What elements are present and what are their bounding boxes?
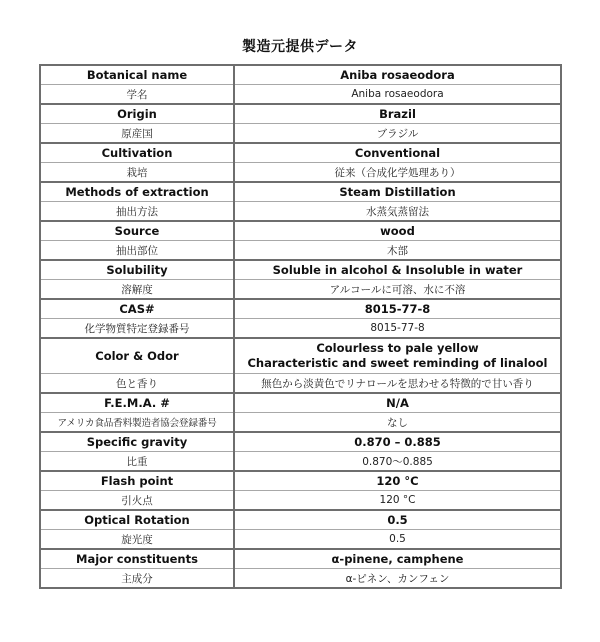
table-row <box>40 104 561 124</box>
page-title: 製造元提供データ <box>242 39 358 55</box>
table-row <box>40 221 561 241</box>
table-row <box>40 338 561 374</box>
color-odor-value-ja: 無色から淡黄色でリナロールを思わせる特徴的で甘い香り <box>234 374 561 394</box>
cas-number-value: 8015-77-8 <box>234 299 561 319</box>
origin-label: Origin <box>40 104 234 124</box>
fema-number-label-ja: アメリカ食品香料製造者協会登録番号 <box>40 413 234 433</box>
origin-value: Brazil <box>234 104 561 124</box>
cultivation-value: Conventional <box>234 143 561 163</box>
major-constituents-value-ja: α-ピネン、カンフェン <box>234 569 561 589</box>
extraction-method-value-ja: 水蒸気蒸留法 <box>234 202 561 222</box>
table-row <box>40 549 561 569</box>
optical-rotation-value: 0.5 <box>234 510 561 530</box>
cultivation-label: Cultivation <box>40 143 234 163</box>
table-row <box>40 182 561 202</box>
table-row <box>40 510 561 530</box>
table-row <box>40 530 561 550</box>
extraction-method-label: Methods of extraction <box>40 182 234 202</box>
table-row <box>40 241 561 261</box>
optical-rotation-value-ja: 0.5 <box>234 530 561 550</box>
table-row <box>40 260 561 280</box>
color-odor-value <box>234 338 561 374</box>
solubility-value-ja: アルコールに可溶、水に不溶 <box>234 280 561 300</box>
optical-rotation-label-ja: 旋光度 <box>40 530 234 550</box>
table-row <box>40 452 561 472</box>
major-constituents-value: α-pinene, camphene <box>234 549 561 569</box>
specification-table <box>39 64 562 589</box>
table-row <box>40 299 561 319</box>
color-odor-value-line: Colourless to pale yellow <box>316 341 479 355</box>
table-row <box>40 491 561 511</box>
botanical-name-label: Botanical name <box>40 65 234 85</box>
table-row <box>40 374 561 394</box>
color-odor-value-line: Characteristic and sweet reminding of linalool <box>247 356 548 370</box>
specific-gravity-value-ja: 0.870～0.885 <box>234 452 561 472</box>
cas-number-label: CAS# <box>40 299 234 319</box>
origin-value-ja: ブラジル <box>234 124 561 144</box>
extraction-method-label-ja: 抽出方法 <box>40 202 234 222</box>
flash-point-value: 120 °C <box>234 471 561 491</box>
botanical-name-label-ja: 学名 <box>40 85 234 105</box>
flash-point-label-ja: 引火点 <box>40 491 234 511</box>
major-constituents-label-ja: 主成分 <box>40 569 234 589</box>
cas-number-label-ja: 化学物質特定登録番号 <box>40 319 234 339</box>
table-row <box>40 471 561 491</box>
specific-gravity-label: Specific gravity <box>40 432 234 452</box>
botanical-name-value: Aniba rosaeodora <box>234 65 561 85</box>
color-odor-label-ja: 色と香り <box>40 374 234 394</box>
solubility-value: Soluble in alcohol & Insoluble in water <box>234 260 561 280</box>
table-row <box>40 202 561 222</box>
table-row <box>40 413 561 433</box>
solubility-label: Solubility <box>40 260 234 280</box>
table-row <box>40 319 561 339</box>
origin-label-ja: 原産国 <box>40 124 234 144</box>
flash-point-label: Flash point <box>40 471 234 491</box>
specific-gravity-label-ja: 比重 <box>40 452 234 472</box>
table-row <box>40 163 561 183</box>
table-row <box>40 85 561 105</box>
fema-number-value: N/A <box>234 393 561 413</box>
cas-number-value-ja: 8015-77-8 <box>234 319 561 339</box>
fema-number-value-ja: なし <box>234 413 561 433</box>
fema-number-label: F.E.M.A. # <box>40 393 234 413</box>
table-row <box>40 65 561 85</box>
table-row <box>40 143 561 163</box>
table-row <box>40 280 561 300</box>
cultivation-label-ja: 栽培 <box>40 163 234 183</box>
source-value-ja: 木部 <box>234 241 561 261</box>
source-label: Source <box>40 221 234 241</box>
botanical-name-value-ja: Aniba rosaeodora <box>234 85 561 105</box>
solubility-label-ja: 溶解度 <box>40 280 234 300</box>
table-row <box>40 124 561 144</box>
cultivation-value-ja: 従来（合成化学処理あり） <box>234 163 561 183</box>
specific-gravity-value: 0.870 – 0.885 <box>234 432 561 452</box>
color-odor-label: Color & Odor <box>40 338 234 374</box>
source-label-ja: 抽出部位 <box>40 241 234 261</box>
extraction-method-value: Steam Distillation <box>234 182 561 202</box>
source-value: wood <box>234 221 561 241</box>
optical-rotation-label: Optical Rotation <box>40 510 234 530</box>
table-row <box>40 393 561 413</box>
major-constituents-label: Major constituents <box>40 549 234 569</box>
table-row <box>40 432 561 452</box>
table-row <box>40 569 561 589</box>
flash-point-value-ja: 120 °C <box>234 491 561 511</box>
